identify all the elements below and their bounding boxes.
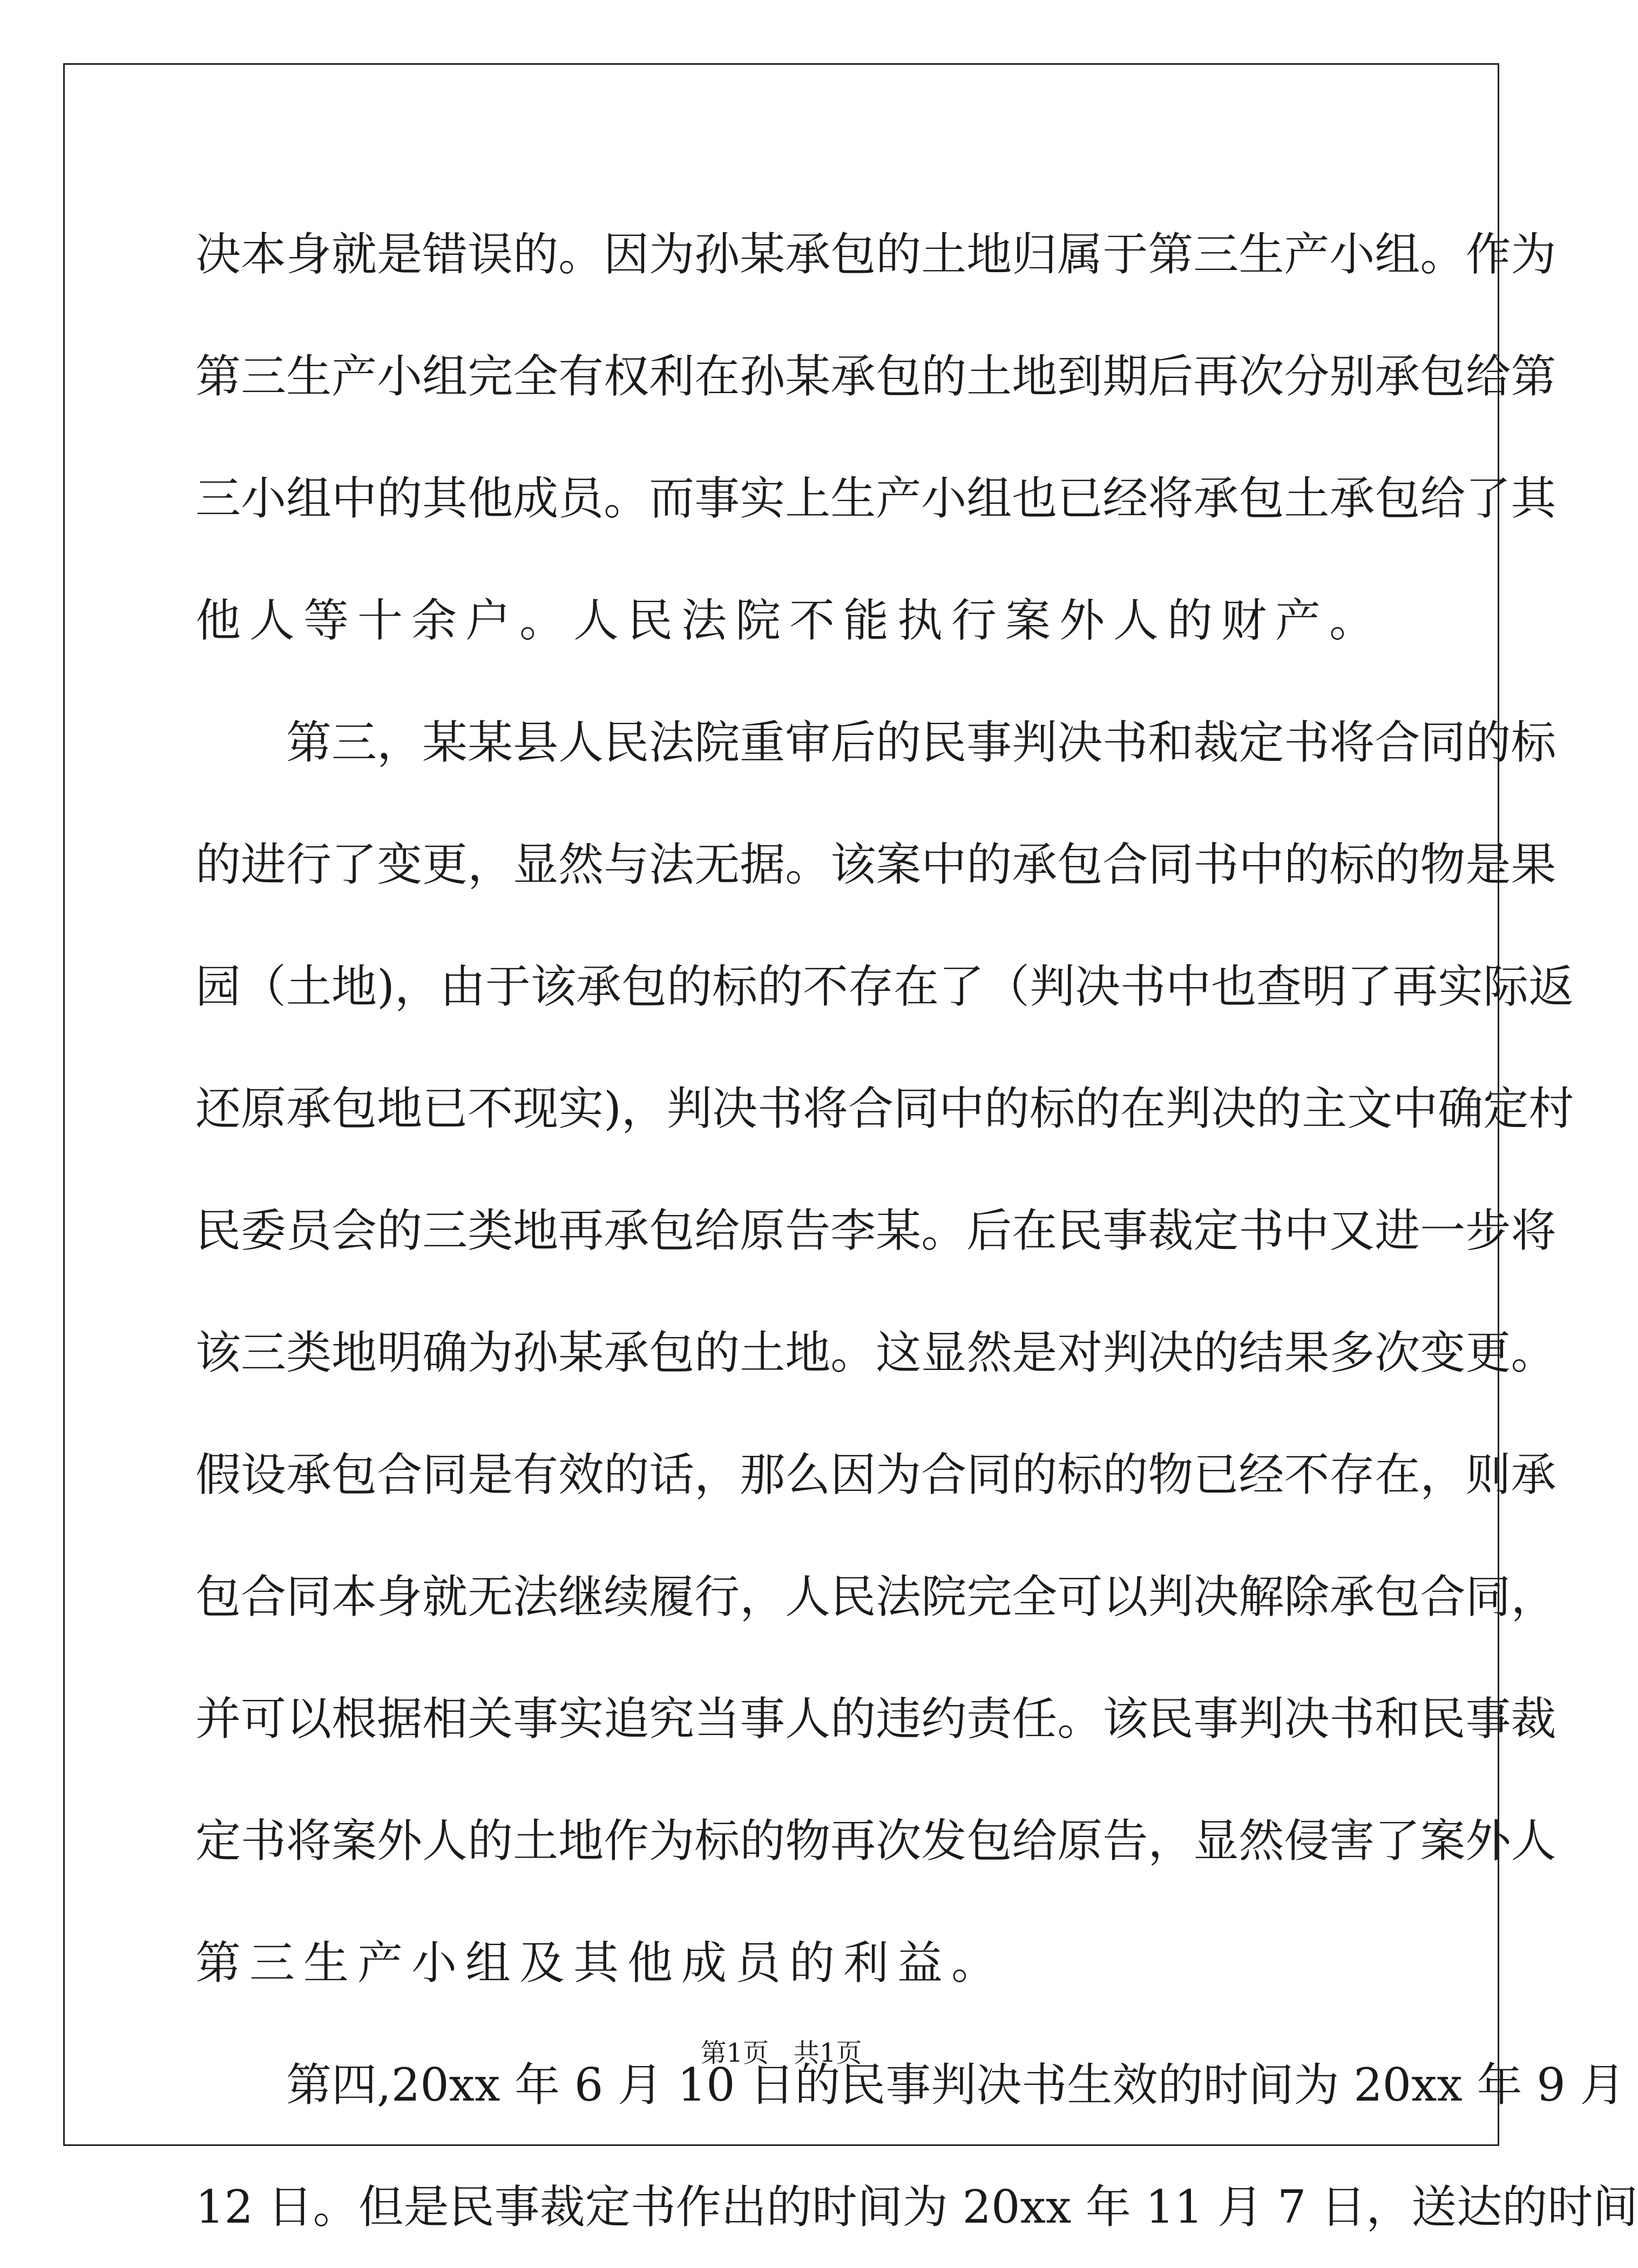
text-line: 假 设 承 包 合 同 是 有 效 的 话 ， 那 么 因 为 合 同 的 标 的 物 已 经 不 存 在 ， 则 承 <box>195 1448 1556 1501</box>
document-body <box>195 193 1638 2268</box>
text-line: 1 2 日 。 但 是 民 事 裁 定 书 作 出 的 时 间 为 2 0 x x 年 1 1 月 7 日 ， 送 达 的 时 间 <box>195 2181 1638 2233</box>
paragraph-start-line: 第 三 ， 某 某 县 人 民 法 院 重 审 后 的 民 事 判 决 书 和 裁 定 书 将 合 同 的 标 <box>286 716 1556 769</box>
page-number: 第1页 <box>700 2038 769 2068</box>
text-line: 第 三 生 产 小 组 完 全 有 权 利 在 孙 某 承 包 的 土 地 到 期 后 再 次 分 别 承 包 给 第 <box>195 350 1556 403</box>
page-footer <box>0 2037 1562 2069</box>
page-total: 共1页 <box>793 2038 862 2068</box>
text-line: 他人等十余户。人民法院不能执行案外人的财产。 <box>195 594 1384 647</box>
text-line: 还 原 承 包 地 已 不 现 实 ) ， 判 决 书 将 合 同 中 的 标 的 在 判 决 的 主 文 中 确 定 村 <box>195 1082 1574 1135</box>
text-line: 决 本 身 就 是 错 误 的 。 因 为 孙 某 承 包 的 土 地 归 属 于 第 三 生 产 小 组 。 作 为 <box>195 228 1556 281</box>
text-line: 包 合 同 本 身 就 无 法 继 续 履 行 ， 人 民 法 院 完 全 可 以 判 决 解 除 承 包 合 同 ， <box>195 1570 1556 1623</box>
text-line: 该 三 类 地 明 确 为 孙 某 承 包 的 土 地 。 这 显 然 是 对 判 决 的 结 果 多 次 变 更 。 <box>195 1326 1556 1379</box>
text-line: 园 （ 土 地 ) ， 由 于 该 承 包 的 标 的 不 存 在 了 （ 判 决 书 中 也 查 明 了 再 实 际 返 <box>195 960 1574 1013</box>
text-line: 民 委 员 会 的 三 类 地 再 承 包 给 原 告 李 某 。 后 在 民 事 裁 定 书 中 又 进 一 步 将 <box>195 1204 1556 1257</box>
text-line: 三 小 组 中 的 其 他 成 员 。 而 事 实 上 生 产 小 组 也 已 经 将 承 包 土 承 包 给 了 其 <box>195 472 1556 525</box>
paragraph-start-line: 第 四 , 2 0 x x 年 6 月 1 0 日 的 民 事 判 决 书 生 效 的 时 间 为 2 0 x x 年 9 月 <box>286 2058 1626 2111</box>
text-line: 并 可 以 根 据 相 关 事 实 追 究 当 事 人 的 违 约 责 任 。 该 民 事 判 决 书 和 民 事 裁 <box>195 1692 1556 1745</box>
text-line: 的 进 行 了 变 更 ， 显 然 与 法 无 据 。 该 案 中 的 承 包 合 同 书 中 的 标 的 物 是 果 <box>195 838 1556 891</box>
text-line: 第三生产小组及其他成员的利益。 <box>195 1936 1006 1989</box>
text-line: 定 书 将 案 外 人 的 土 地 作 为 标 的 物 再 次 发 包 给 原 告 ， 显 然 侵 害 了 案 外 人 <box>195 1814 1556 1867</box>
